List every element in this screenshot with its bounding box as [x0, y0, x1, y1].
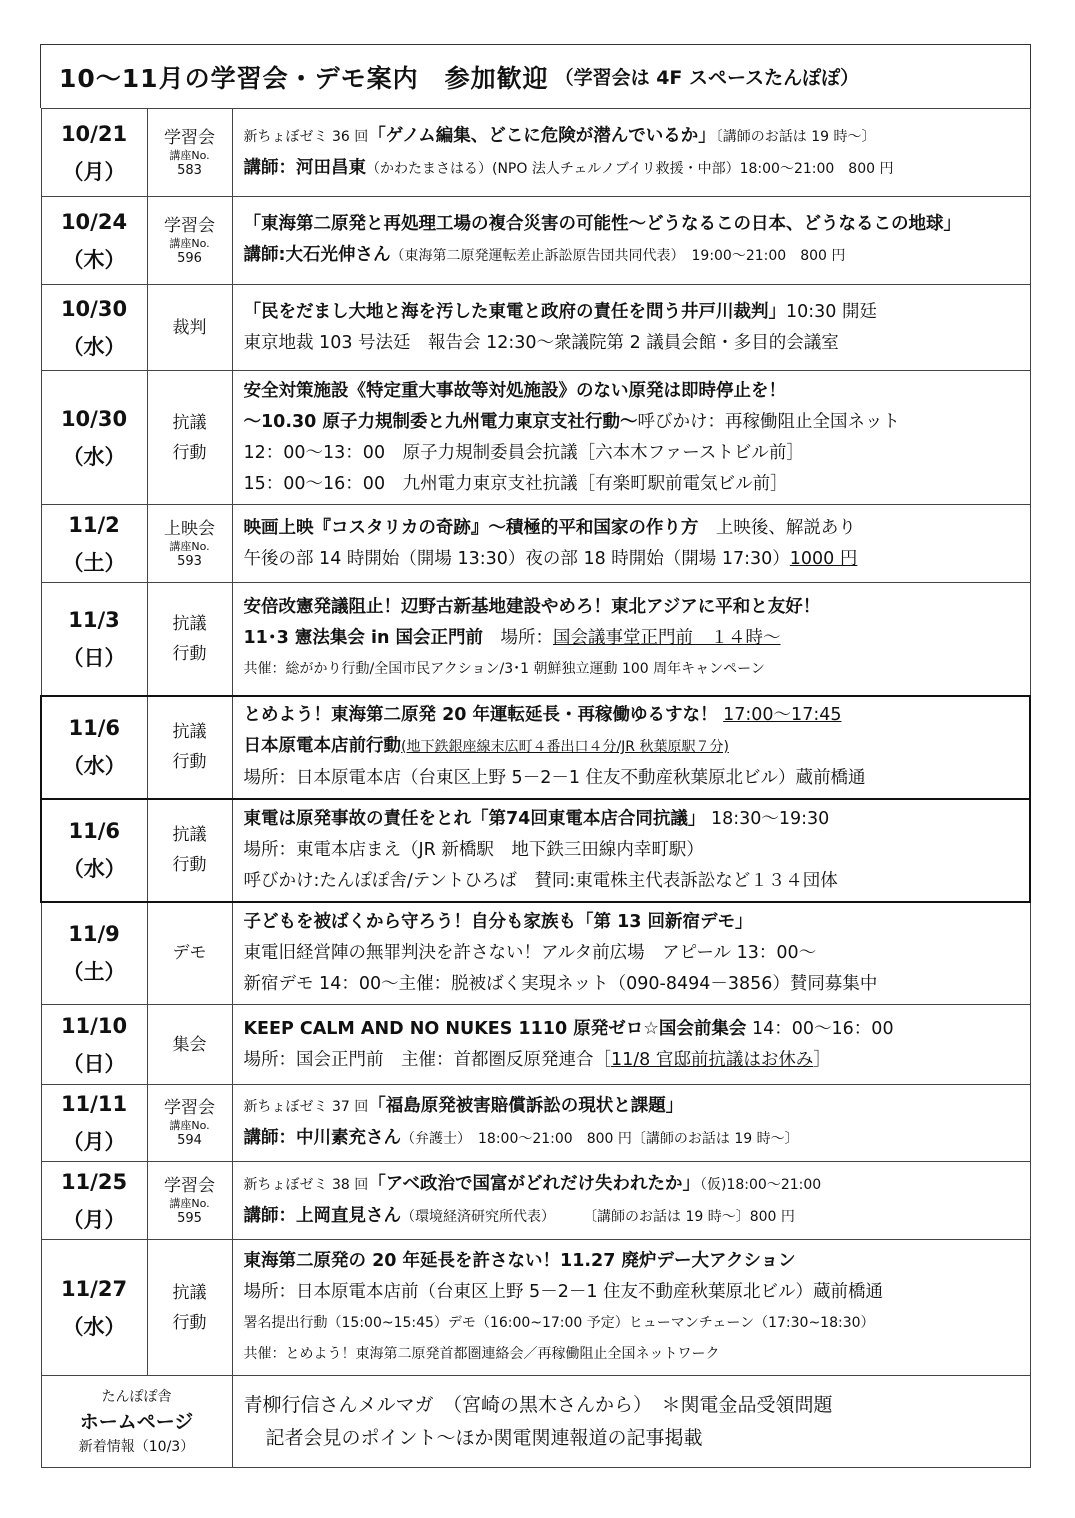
event-date: 11/6 （水） — [41, 696, 147, 799]
event-date: 11/10 （日） — [41, 1005, 147, 1085]
event-category: 上映会 講座No. 593 — [147, 505, 232, 583]
page-title — [40, 44, 1031, 108]
event-row — [41, 902, 1030, 1005]
event-details: 新ちょぼゼミ 38 回「アベ政治で国富がどれだけ失われたか」（仮)18:00～21:00 講師：上岡直見さん（環境経済研究所代表） 〔講師のお話は 19 時～〕800 円 — [232, 1162, 1030, 1240]
footer-row — [41, 1376, 1030, 1468]
event-details: 安全対策施設《特定重大事故等対処施設》のない原発は即時停止を！ ～10.30 原子力規制委と九州電力東京支社行動～呼びかけ：再稼働阻止全国ネット 12：00～13：00 原子力規制委員会抗議［六本木ファーストビル前］ 15：00～16：00 九州電力東京支社抗議［有楽町駅前電気ビル前］ — [232, 371, 1030, 505]
event-details: KEEP CALM AND NO NUKES 1110 原発ゼロ☆国会前集会 14：00～16：00 場所：国会正門前 主催：首都圏反原発連合［11/8 官邸前抗議はお休み］ — [232, 1005, 1030, 1085]
event-category: 抗議 行動 — [147, 583, 232, 696]
event-row — [41, 197, 1030, 285]
event-row — [41, 109, 1030, 197]
event-date: 10/24 （木） — [41, 197, 147, 285]
news-date: 新着情報（10/3） — [78, 1438, 195, 1455]
event-details: 「東海第二原発と再処理工場の複合災害の可能性～どうなるこの日本、どうなるこの地球」 講師:大石光伸さん（東海第二原発運転差止訴訟原告団共同代表） 19:00～21:00 800 円 — [232, 197, 1030, 285]
event-category: 抗議 行動 — [147, 799, 232, 902]
event-date: 10/30 （水） — [41, 371, 147, 505]
event-category: 抗議 行動 — [147, 696, 232, 799]
homepage-box — [41, 1376, 232, 1468]
event-details: とめよう！東海第二原発 20 年運転延長・再稼働ゆるすな！ 17:00～17:45 日本原電本店前行動(地下鉄銀座線末広町４番出口４分/JR 秋葉原駅７分) 場所：日本原電本店（台東区上野 5－2－1 住友不動産秋葉原北ビル）蔵前橋通 — [232, 696, 1030, 799]
event-category: デモ — [147, 902, 232, 1005]
event-date: 11/27 （水） — [41, 1240, 147, 1376]
event-category: 裁判 — [147, 285, 232, 371]
event-schedule-sheet — [40, 44, 1031, 1468]
homepage-news: 青柳行信さんメルマガ （宮崎の黒木さんから） ＊関電金品受領問題 記者会見のポイント～ほか関電関連報道の記事掲載 — [232, 1376, 1030, 1468]
event-row — [41, 505, 1030, 583]
event-date: 11/6 （水） — [41, 799, 147, 902]
event-category: 抗議 行動 — [147, 371, 232, 505]
event-row — [41, 1085, 1030, 1162]
event-category: 抗議 行動 — [147, 1240, 232, 1376]
event-details: 映画上映『コスタリカの奇跡』～積極的平和国家の作り方 上映後、解説あり 午後の部 14 時開始（開場 13:30）夜の部 18 時開始（開場 17:30）1000 円 — [232, 505, 1030, 583]
event-category: 学習会 講座No. 596 — [147, 197, 232, 285]
event-date: 11/25 （月） — [41, 1162, 147, 1240]
event-details: 「民をだまし大地と海を汚した東電と政府の責任を問う井戸川裁判」10:30 開廷 東京地裁 103 号法廷 報告会 12:30～衆議院第 2 議員会館・多目的会議室 — [232, 285, 1030, 371]
event-date: 11/2 （土） — [41, 505, 147, 583]
homepage-link[interactable]: ホームページ — [79, 1410, 194, 1433]
event-category: 学習会 講座No. 583 — [147, 109, 232, 197]
event-date: 10/21 （月） — [41, 109, 147, 197]
event-table — [40, 108, 1031, 1468]
event-category: 学習会 講座No. 594 — [147, 1085, 232, 1162]
org-name: たんぽぽ舎 — [101, 1388, 172, 1405]
event-row — [41, 1240, 1030, 1376]
event-date: 11/9 （土） — [41, 902, 147, 1005]
event-details: 東電は原発事故の責任をとれ「第74回東電本店合同抗議」 18:30～19:30 場所：東電本店まえ（JR 新橋駅 地下鉄三田線内幸町駅） 呼びかけ:たんぽぽ舎/テントひろば 賛同:東電株主代表訴訟など１３４団体 — [232, 799, 1030, 902]
event-row — [41, 583, 1030, 696]
title-main: 10～11月の学習会・デモ案内 参加歓迎 — [59, 63, 549, 93]
event-date: 10/30 （水） — [41, 285, 147, 371]
event-date: 11/3 （日） — [41, 583, 147, 696]
event-row — [41, 285, 1030, 371]
event-details: 東海第二原発の 20 年延長を許さない！11.27 廃炉デー大アクション 場所：日本原電本店前（台東区上野 5－2－1 住友不動産秋葉原北ビル）蔵前橋通 署名提出行動（15:00~15:45）デモ（16:00~17:00 予定）ヒューマンチェーン（17:30~18:30） 共催：とめよう！東海第二原発首都圏連絡会／再稼働阻止全国ネットワーク — [232, 1240, 1030, 1376]
event-row — [41, 799, 1030, 902]
event-category: 集会 — [147, 1005, 232, 1085]
event-details: 新ちょぼゼミ 36 回「ゲノム編集、どこに危険が潜んでいるか」〔講師のお話は 19 時～〕 講師：河田昌東（かわたまさはる）(NPO 法人チェルノブイリ救援・中部）18:00～21:00 800 円 — [232, 109, 1030, 197]
event-details: 新ちょぼゼミ 37 回「福島原発被害賠償訴訟の現状と課題」 講師：中川素充さん（弁護士） 18:00～21:00 800 円〔講師のお話は 19 時～〕 — [232, 1085, 1030, 1162]
event-category: 学習会 講座No. 595 — [147, 1162, 232, 1240]
event-details: 子どもを被ばくから守ろう！自分も家族も「第 13 回新宿デモ」 東電旧経営陣の無罪判決を許さない！アルタ前広場 アピール 13：00～ 新宿デモ 14：00～主催：脱被ばく実現ネット（090-8494－3856）賛同募集中 — [232, 902, 1030, 1005]
event-row — [41, 1162, 1030, 1240]
title-subtitle: （学習会は 4F スペースたんぽぽ） — [554, 67, 860, 89]
event-details: 安倍改憲発議阻止！辺野古新基地建設やめろ！東北アジアに平和と友好！ 11･3 憲法集会 in 国会正門前 場所：国会議事堂正門前 １４時～ 共催：総がかり行動/全国市民アクション/3･1 朝鮮独立運動 100 周年キャンペーン — [232, 583, 1030, 696]
event-row — [41, 371, 1030, 505]
event-date: 11/11 （月） — [41, 1085, 147, 1162]
event-row — [41, 1005, 1030, 1085]
event-row — [41, 696, 1030, 799]
